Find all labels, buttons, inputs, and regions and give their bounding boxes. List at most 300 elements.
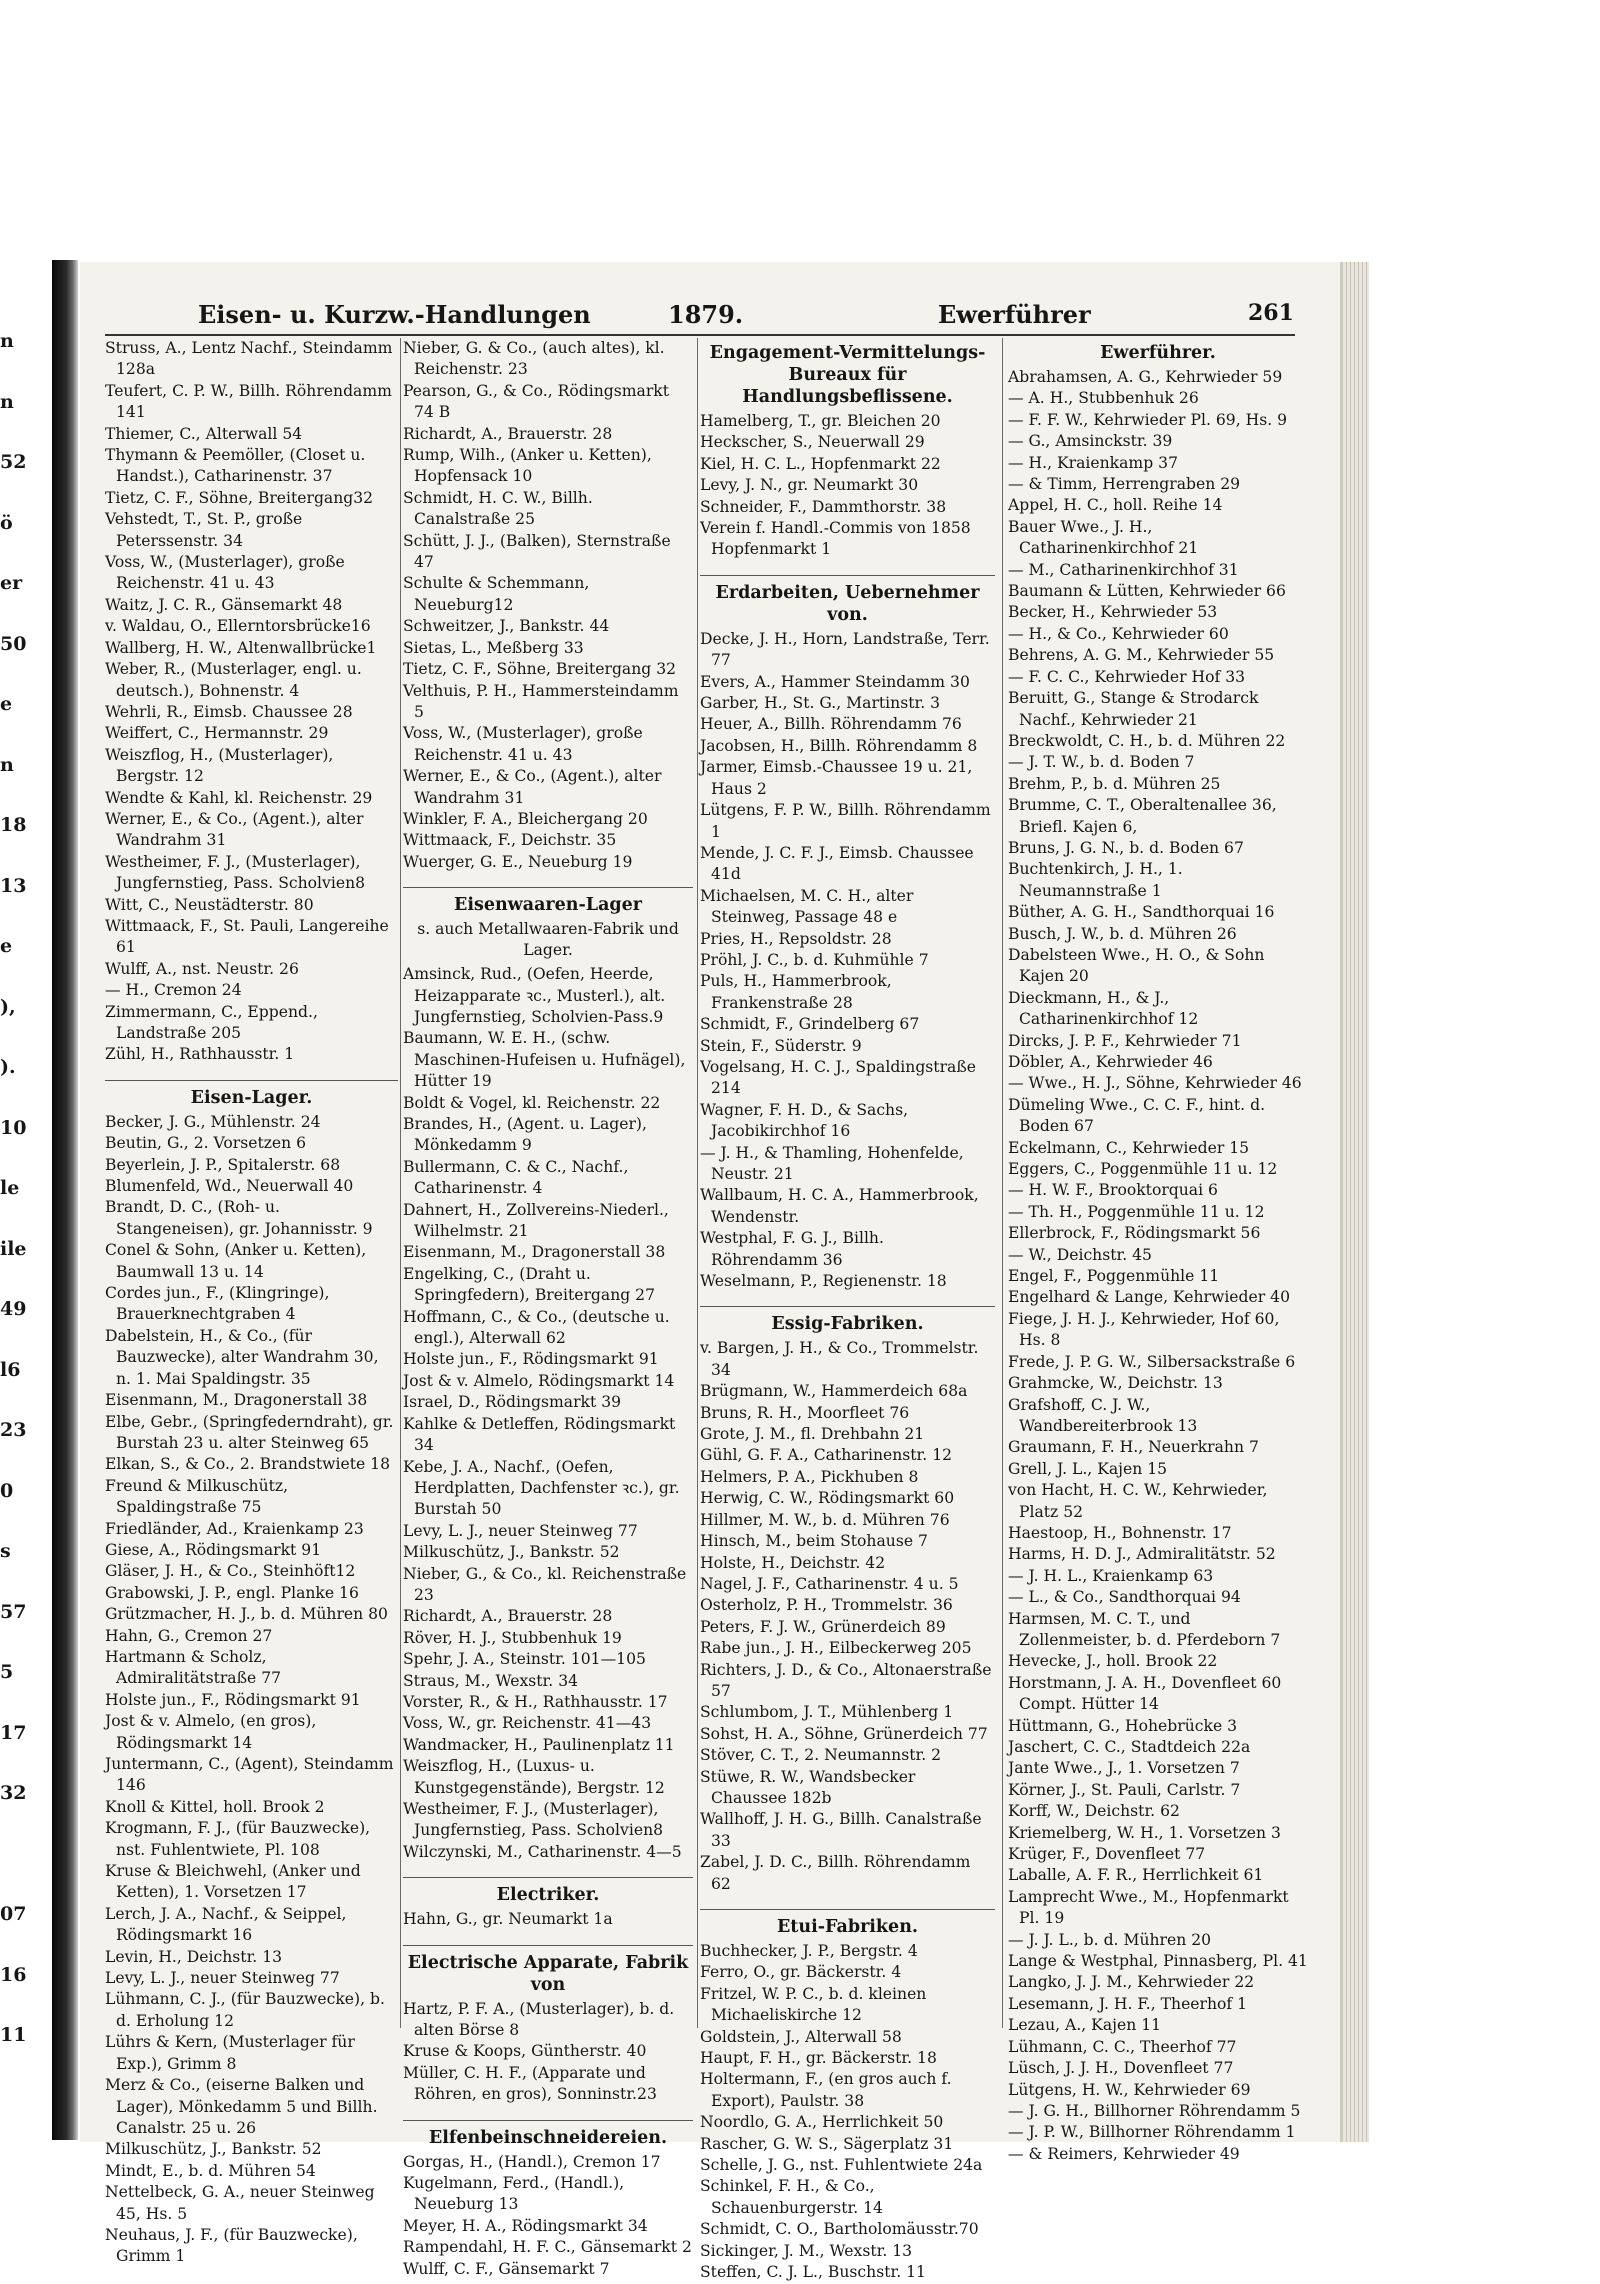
header-right-title: Ewerführer (938, 300, 1091, 329)
directory-entry: Wendte & Kahl, kl. Reichenstr. 29 (105, 788, 373, 807)
directory-entry: Grell, J. L., Kajen 15 (1008, 1459, 1168, 1478)
directory-entry: Sickinger, J. M., Wexstr. 13 (700, 2241, 913, 2260)
directory-entry: Hartmann & Scholz, Admiralitätstraße 77 (105, 1647, 282, 1688)
directory-entry: Heckscher, S., Neuerwall 29 (700, 433, 925, 452)
directory-entry: Neuhaus, J. F., (für Bauzwecke), Grimm 1 (105, 2225, 358, 2266)
directory-entry: Stöver, C. T., 2. Neumannstr. 2 (700, 1746, 942, 1765)
directory-entry: Verein f. Handl.-Commis von 1858 Hopfenmarkt 1 (700, 519, 971, 559)
margin-number: 50 (0, 632, 27, 655)
margin-number: n (0, 753, 14, 776)
directory-entry: — J. T. W., b. d. Boden 7 (1008, 753, 1195, 772)
margin-number: 52 (0, 451, 27, 473)
directory-entry: Werner, E., & Co., (Agent.), alter Wandrahm 31 (105, 809, 364, 850)
directory-entry: Zimmermann, C., Eppend., Landstraße 205 (105, 1002, 318, 1042)
directory-entry: Holste jun., F., Rödingsmarkt 91 (403, 1350, 659, 1369)
directory-entry: Lezau, A., Kajen 11 (1008, 2016, 1162, 2035)
directory-entry: Schlumbom, J. T., Mühlenberg 1 (700, 1703, 954, 1722)
directory-entry: Levin, H., Deichstr. 13 (105, 1947, 283, 1966)
margin-number: 11 (0, 2024, 27, 2046)
directory-entry: Schelle, J. G., nst. Fuhlentwiete 24a (700, 2156, 983, 2175)
directory-entry: Spehr, J. A., Steinstr. 101—105 (403, 1650, 646, 1669)
directory-entry: Straus, M., Wexstr. 34 (403, 1671, 579, 1690)
directory-entry: Jost & v. Almelo, Rödingsmarkt 14 (403, 1371, 675, 1390)
directory-entry: — L., & Co., Sandthorquai 94 (1008, 1588, 1241, 1607)
directory-entry: Steffen, C. J. L., Buschstr. 11 (700, 2263, 926, 2282)
margin-number: e (0, 693, 13, 715)
directory-entry: Hinsch, M., beim Stohause 7 (700, 1532, 928, 1551)
directory-entry: Schmidt, F., Grindelberg 67 (700, 1015, 920, 1034)
directory-entry: Levy, L. J., neuer Steinweg 77 (403, 1521, 638, 1540)
directory-entry: Goldstein, J., Alterwall 58 (700, 2027, 902, 2046)
directory-entry: Sietas, L., Meßberg 33 (403, 638, 584, 657)
directory-entry: Horstmann, J. A. H., Dovenfleet 60 Compt. Hütter 14 (1008, 1673, 1282, 1714)
directory-entry: Gühl, G. F. A., Catharinenstr. 12 (700, 1446, 953, 1465)
margin-number: 5 (0, 1661, 14, 1683)
entry-list (403, 1999, 693, 2106)
directory-entry: Kugelmann, Ferd., (Handl.), Neueburg 13 (403, 2174, 625, 2214)
directory-entry: — J. H. L., Kraienkamp 63 (1008, 1566, 1214, 1585)
margin-number: 57 (0, 1600, 27, 1623)
column-divider (697, 338, 698, 2028)
directory-entry: Jacobsen, H., Billh. Röhrendamm 8 (700, 736, 978, 755)
directory-entry: Becker, H., Kehrwieder 53 (1008, 603, 1218, 622)
directory-entry: — H., Cremon 24 (105, 981, 242, 1000)
directory-entry: — Wwe., H. J., Söhne, Kehrwieder 46 (1008, 1074, 1302, 1093)
margin-number: 0 (0, 1479, 14, 1502)
directory-entry: Wagner, F. H. D., & Sachs, Jacobikirchhof 16 (700, 1100, 909, 1141)
column-2 (403, 338, 693, 2278)
section-title: Electriker. (403, 1877, 693, 1906)
directory-entry: Stüwe, R. W., Wandsbecker Chaussee 182b (700, 1767, 916, 1807)
directory-entry: Fritzel, W. P. C., b. d. kleinen Michaeliskirche 12 (700, 1984, 927, 2025)
directory-entry: Struss, A., Lentz Nachf., Steindamm 128a (105, 339, 393, 379)
directory-entry: Körner, J., St. Pauli, Carlstr. 7 (1008, 1780, 1241, 1799)
directory-entry: Holste jun., F., Rödingsmarkt 91 (105, 1690, 361, 1709)
directory-entry: — Th. H., Poggenmühle 11 u. 12 (1008, 1202, 1265, 1221)
section-title: Erdarbeiten, Uebernehmer von. (700, 575, 995, 626)
section-title: Eisen-Lager. (105, 1080, 398, 1109)
directory-entry: Busch, J. W., b. d. Mühren 26 (1008, 924, 1237, 943)
margin-number: 49 (0, 1298, 27, 1320)
directory-entry: — A. H., Stubbenhuk 26 (1008, 389, 1199, 408)
directory-entry: v. Waldau, O., Ellerntorsbrücke16 (105, 617, 371, 636)
directory-entry: Grote, J. M., fl. Drehbahn 21 (700, 1425, 925, 1444)
directory-entry: Decke, J. H., Horn, Landstraße, Terr. 77 (700, 629, 990, 670)
directory-entry: Appel, H. C., holl. Reihe 14 (1008, 496, 1223, 515)
directory-entry: Teufert, C. P. W., Billh. Röhrendamm 141 (105, 381, 392, 422)
directory-entry: Haestoop, H., Bohnenstr. 17 (1008, 1523, 1232, 1542)
directory-entry: Laballe, A. F. R., Herrlichkeit 61 (1008, 1866, 1264, 1885)
margin-number: 17 (0, 1721, 27, 1744)
directory-entry: Gorgas, H., (Handl.), Cremon 17 (403, 2152, 661, 2171)
directory-entry: Schütt, J. J., (Balken), Sternstraße 47 (403, 531, 671, 572)
directory-entry: Eggers, C., Poggenmühle 11 u. 12 (1008, 1160, 1278, 1179)
directory-entry: Wittmaack, F., Deichstr. 35 (403, 831, 617, 850)
directory-entry: — H. W. F., Brooktorquai 6 (1008, 1181, 1218, 1200)
section-title: Eisenwaaren-Lager (403, 887, 693, 916)
margin-number: ile (0, 1237, 27, 1260)
directory-entry: Giese, A., Rödingsmarkt 91 (105, 1540, 322, 1559)
directory-entry: Dircks, J. P. F., Kehrwieder 71 (1008, 1031, 1242, 1050)
section-title: Etui-Fabriken. (700, 1909, 995, 1938)
directory-entry: Schinkel, F. H., & Co., Schauenburgerstr. 14 (700, 2177, 883, 2217)
margin-number: 16 (0, 1963, 27, 1986)
margin-number: 07 (0, 1903, 27, 1925)
directory-entry: Rascher, G. W. S., Sägerplatz 31 (700, 2134, 954, 2153)
section-title: Elfenbeinschneidereien. (403, 2120, 693, 2149)
directory-entry: — H., & Co., Kehrwieder 60 (1008, 624, 1229, 643)
section-title: Electrische Apparate, Fabrik von (403, 1945, 693, 1996)
directory-entry: Büther, A. G. H., Sandthorquai 16 (1008, 903, 1275, 922)
directory-entry: Korff, W., Deichstr. 62 (1008, 1802, 1180, 1821)
directory-entry: Abrahamsen, A. G., Kehrwieder 59 (1008, 368, 1283, 386)
directory-entry: — J. G. H., Billhorner Röhrendamm 5 (1008, 2101, 1301, 2120)
directory-entry: Krogmann, F. J., (für Bauzwecke), nst. Fuhlentwiete, Pl. 108 (105, 1819, 371, 1859)
directory-entry: Röver, H. J., Stubbenhuk 19 (403, 1628, 622, 1647)
margin-number: n (0, 330, 14, 352)
entry-list (403, 2152, 693, 2280)
directory-entry: Bruns, R. H., Moorfleet 76 (700, 1403, 910, 1422)
directory-entry: Nettelbeck, G. A., neuer Steinweg 45, Hs. 5 (105, 2183, 375, 2223)
directory-entry: Jarmer, Eimsb.-Chaussee 19 u. 21, Haus 2 (700, 758, 973, 798)
directory-entry: Richardt, A., Brauerstr. 28 (403, 424, 613, 443)
directory-entry: Israel, D., Rödingsmarkt 39 (403, 1393, 622, 1412)
directory-entry: Brügmann, W., Hammerdeich 68a (700, 1382, 968, 1401)
margin-number: s (0, 1540, 11, 1562)
section-title: Engagement-Vermittelungs-Bureaux für Handlungsbeflissene. (709, 343, 986, 407)
directory-entry: Wehrli, R., Eimsb. Chaussee 28 (105, 702, 353, 721)
directory-entry: Hoffmann, C., & Co., (deutsche u. engl.), Alterwall 62 (403, 1307, 670, 1348)
directory-entry: Buchtenkirch, J. H., 1. Neumannstraße 1 (1008, 860, 1183, 900)
directory-entry: — G., Amsinckstr. 39 (1008, 432, 1173, 451)
directory-entry: Richters, J. D., & Co., Altonaerstraße 57 (700, 1660, 992, 1700)
directory-entry: Graumann, F. H., Neuerkrahn 7 (1008, 1438, 1259, 1457)
directory-entry: Conel & Sohn, (Anker u. Ketten), Baumwall 13 u. 14 (105, 1241, 367, 1281)
directory-entry: Zühl, H., Rathhausstr. 1 (105, 1045, 295, 1064)
directory-entry: Friedländer, Ad., Kraienkamp 23 (105, 1519, 364, 1538)
directory-entry: Nieber, G. & Co., (auch altes), kl. Reichenstr. 23 (403, 339, 665, 379)
directory-entry: Amsinck, Rud., (Oefen, Heerde, Heizapparate ꝛc., Musterl.), alt. Jungfernstieg, Scholvien-Pass.9 (403, 965, 666, 1026)
directory-entry: Lütgens, H. W., Kehrwieder 69 (1008, 2080, 1251, 2099)
directory-entry: Hüttmann, G., Hohebrücke 3 (1008, 1716, 1238, 1735)
directory-entry: Harms, H. D. J., Admiralitätstr. 52 (1008, 1545, 1276, 1564)
directory-entry: — J. P. W., Billhorner Röhrendamm 1 (1008, 2123, 1296, 2142)
directory-entry: Lühmann, C. J., (für Bauzwecke), b. d. Erholung 12 (105, 1990, 385, 2030)
entry-list (403, 1909, 693, 1930)
directory-entry: Behrens, A. G. M., Kehrwieder 55 (1008, 646, 1275, 665)
directory-entry: Jante Wwe., J., 1. Vorsetzen 7 (1008, 1759, 1240, 1778)
directory-entry: — F. F. W., Kehrwieder Pl. 69, Hs. 9 (1008, 410, 1288, 429)
directory-entry: Eckelmann, C., Kehrwieder 15 (1008, 1138, 1250, 1157)
directory-entry: Wulff, C. F., Gänsemarkt 7 (403, 2259, 610, 2278)
directory-entry: Frede, J. P. G. W., Silbersackstraße 6 (1008, 1352, 1296, 1371)
directory-entry: Haupt, F. H., gr. Bäckerstr. 18 (700, 2049, 937, 2068)
directory-entry: — H., Kraienkamp 37 (1008, 453, 1178, 472)
directory-entry: Voss, W., gr. Reichenstr. 41—43 (403, 1714, 652, 1733)
directory-entry: Kebe, J. A., Nachf., (Oefen, Herdplatten, Dachfenster ꝛc.), gr. Burstah 50 (403, 1457, 680, 1519)
section-title: Essig-Fabriken. (700, 1306, 995, 1335)
directory-entry: Weiszflog, H., (Luxus- u. Kunstgegenstände), Bergstr. 12 (403, 1757, 665, 1797)
column-divider (400, 338, 401, 2028)
margin-number: er (0, 572, 23, 594)
directory-entry: Wallberg, H. W., Altenwallbrücke1 (105, 638, 377, 657)
book-spine (52, 260, 78, 2140)
directory-entry: Vorster, R., & H., Rathhausstr. 17 (403, 1692, 668, 1711)
entry-list (700, 411, 995, 561)
entry-list (403, 964, 693, 1863)
directory-entry: Witt, C., Neustädterstr. 80 (105, 895, 314, 914)
directory-entry: Harmsen, M. C. T., und Zollenmeister, b. d. Pferdeborn 7 (1008, 1609, 1281, 1649)
directory-entry: Cordes jun., F., (Klingringe), Brauerknechtgraben 4 (105, 1284, 330, 1324)
page-edge (1343, 262, 1369, 2142)
directory-entry: Eisenmann, M., Dragonerstall 38 (105, 1391, 368, 1410)
directory-entry: Blumenfeld, Wd., Neuerwall 40 (105, 1177, 354, 1196)
entry-list (700, 629, 995, 1293)
directory-entry: Engel, F., Poggenmühle 11 (1008, 1267, 1220, 1286)
column-1 (105, 338, 398, 2266)
directory-entry: Weber, R., (Musterlager, engl. u. deutsch.), Bohnenstr. 4 (105, 660, 362, 700)
entry-list (700, 1338, 995, 1895)
margin-number: ). (0, 1056, 16, 1078)
directory-entry: Hamelberg, T., gr. Bleichen 20 (700, 412, 941, 430)
directory-entry: Schweitzer, J., Bankstr. 44 (403, 617, 610, 636)
directory-entry: Dieckmann, H., & J., Catharinenkirchhof 12 (1008, 988, 1199, 1029)
directory-entry: Lerch, J. A., Nachf., & Seippel, Rödingsmarkt 16 (105, 1904, 347, 1945)
directory-entry: Weiszflog, H., (Musterlager), Bergstr. 12 (105, 745, 334, 786)
directory-entry: Baumann & Lütten, Kehrwieder 66 (1008, 582, 1286, 601)
margin-number: e (0, 935, 13, 957)
column-4 (1008, 338, 1308, 2163)
directory-entry: Dümeling Wwe., C. C. F., hint. d. Boden 67 (1008, 1095, 1266, 1136)
directory-entry: Wandmacker, H., Paulinenplatz 11 (403, 1735, 675, 1754)
directory-entry: — & Timm, Herrengraben 29 (1008, 475, 1241, 494)
directory-entry: Beruitt, G., Stange & Strodarck Nachf., Kehrwieder 21 (1008, 689, 1259, 729)
directory-entry: Noordlo, G. A., Herrlichkeit 50 (700, 2113, 944, 2132)
directory-entry: Kriemelberg, W. H., 1. Vorsetzen 3 (1008, 1823, 1281, 1842)
directory-entry: Jost & v. Almelo, (en gros), Rödingsmarkt 14 (105, 1712, 317, 1752)
directory-entry: Milkuschütz, J., Bankstr. 52 (403, 1543, 620, 1562)
directory-entry: Elbe, Gebr., (Springfederndraht), gr. Burstah 23 u. alter Steinweg 65 (105, 1412, 394, 1452)
directory-entry: Wittmaack, F., St. Pauli, Langereihe 61 (105, 916, 389, 957)
directory-entry: Vehstedt, T., St. P., große Peterssenstr. 34 (105, 510, 303, 550)
directory-entry: Hillmer, M. W., b. d. Mühren 76 (700, 1510, 950, 1529)
directory-entry: Schmidt, H. C. W., Billh. Canalstraße 25 (403, 488, 593, 529)
directory-entry: Wilczynski, M., Catharinenstr. 4—5 (403, 1842, 682, 1861)
directory-entry: Thiemer, C., Alterwall 54 (105, 424, 303, 443)
directory-entry: Pröhl, J. C., b. d. Kuhmühle 7 (700, 950, 929, 969)
directory-entry: v. Bargen, J. H., & Co., Trommelstr. 34 (700, 1339, 979, 1379)
directory-entry: Lamprecht Wwe., M., Hopfenmarkt Pl. 19 (1008, 1887, 1289, 1928)
directory-entry: — F. C. C., Kehrwieder Hof 33 (1008, 667, 1246, 686)
entry-list (700, 1941, 995, 2284)
directory-entry: Brandt, D. C., (Roh- u. Stangeneisen), gr. Johannisstr. 9 (105, 1198, 373, 1238)
directory-entry: Wallhoff, J. H. G., Billh. Canalstraße 33 (700, 1810, 982, 1850)
directory-entry: Westheimer, F. J., (Musterlager), Jungfernstieg, Pass. Scholvien8 (403, 1800, 664, 1840)
directory-entry: Breckwoldt, C. H., b. d. Mühren 22 (1008, 731, 1286, 750)
directory-entry: Juntermann, C., (Agent), Steindamm 146 (105, 1755, 394, 1795)
directory-entry: Levy, L. J., neuer Steinweg 77 (105, 1969, 340, 1988)
directory-entry: Voss, W., (Musterlager), große Reichenstr. 41 u. 43 (403, 724, 643, 764)
directory-entry: — J. J. L., b. d. Mühren 20 (1008, 1930, 1212, 1949)
directory-entry: Weiffert, C., Hermannstr. 29 (105, 724, 329, 743)
directory-entry: Nagel, J. F., Catharinenstr. 4 u. 5 (700, 1574, 959, 1593)
margin-number: ), (0, 995, 16, 1018)
directory-entry: Beutin, G., 2. Vorsetzen 6 (105, 1134, 307, 1153)
directory-entry: Grabowski, J. P., engl. Planke 16 (105, 1583, 359, 1602)
directory-entry: Brumme, C. T., Oberaltenallee 36, Briefl. Kajen 6, (1008, 796, 1277, 836)
directory-entry: Tietz, C. F., Söhne, Breitergang 32 (403, 660, 677, 679)
margin-number: 32 (0, 1782, 27, 1804)
directory-entry: Buchhecker, J. P., Bergstr. 4 (700, 1942, 918, 1960)
directory-entry: Wuerger, G. E., Neueburg 19 (403, 852, 633, 871)
directory-entry: Boldt & Vogel, kl. Reichenstr. 22 (403, 1093, 661, 1112)
directory-entry: Richardt, A., Brauerstr. 28 (403, 1607, 613, 1626)
directory-entry: — & Reimers, Kehrwieder 49 (1008, 2144, 1240, 2163)
directory-entry: Velthuis, P. H., Hammersteindamm 5 (403, 681, 679, 721)
directory-entry: Werner, E., & Co., (Agent.), alter Wandrahm 31 (403, 767, 662, 807)
directory-entry: Lütgens, F. P. W., Billh. Röhrendamm 1 (700, 801, 991, 841)
directory-entry: Sohst, H. A., Söhne, Grünerdeich 77 (700, 1724, 988, 1743)
directory-entry: Weselmann, P., Regienenstr. 18 (700, 1272, 947, 1291)
entry-list (403, 338, 693, 873)
directory-entry: Bullermann, C. & C., Nachf., Catharinenstr. 4 (403, 1157, 629, 1198)
directory-entry: Waitz, J. C. R., Gänsemarkt 48 (105, 595, 343, 614)
directory-entry: Becker, J. G., Mühlenstr. 24 (105, 1112, 321, 1131)
margin-number: 13 (0, 874, 27, 897)
directory-entry: Thymann & Peemöller, (Closet u. Handst.), Catharinenstr. 37 (105, 446, 366, 486)
directory-entry: Heuer, A., Billh. Röhrendamm 76 (700, 715, 962, 734)
directory-entry: Fiege, J. H. J., Kehrwieder, Hof 60, Hs. 8 (1008, 1309, 1280, 1350)
directory-entry: Evers, A., Hammer Steindamm 30 (700, 672, 970, 691)
directory-entry: Kruse & Bleichwehl, (Anker und Ketten), 1. Vorsetzen 17 (105, 1862, 361, 1902)
directory-entry: Holtermann, F., (en gros auch f. Export), Paulstr. 38 (700, 2070, 952, 2110)
directory-entry: Dabelstein, H., & Co., (für Bauzwecke), alter Wandrahm 30, n. 1. Mai Spaldingstr. 35 (105, 1326, 379, 1388)
directory-entry: Schulte & Schemmann, Neueburg12 (403, 574, 590, 614)
margin-number: ö (0, 511, 13, 534)
directory-entry: Wulff, A., nst. Neustr. 26 (105, 959, 299, 978)
directory-entry: Westphal, F. G. J., Billh. Röhrendamm 36 (700, 1229, 884, 1269)
directory-entry: Engelhard & Lange, Kehrwieder 40 (1008, 1288, 1290, 1307)
directory-entry: Kiel, H. C. L., Hopfenmarkt 22 (700, 454, 941, 473)
header-year: 1879. (668, 300, 744, 329)
directory-entry: Vogelsang, H. C. J., Spaldingstraße 214 (700, 1057, 976, 1098)
directory-entry: Milkuschütz, J., Bankstr. 52 (105, 2140, 322, 2159)
directory-entry: Brehm, P., b. d. Mühren 25 (1008, 774, 1221, 793)
facing-page-edge (0, 0, 60, 2177)
directory-entry: Jaschert, C. C., Stadtdeich 22a (1008, 1738, 1251, 1756)
directory-entry: Westheimer, F. J., (Musterlager), Jungfernstieg, Pass. Scholvien8 (105, 852, 366, 893)
margin-number: le (0, 1177, 20, 1199)
directory-entry: Ferro, O., gr. Bäckerstr. 4 (700, 1963, 902, 1982)
directory-entry: Hahn, G., gr. Neumarkt 1a (403, 1910, 613, 1929)
directory-entry: Meyer, H. A., Rödingsmarkt 34 (403, 2216, 648, 2235)
directory-entry: Peters, F. J. W., Grünerdeich 89 (700, 1617, 946, 1636)
header-rule (105, 334, 1295, 336)
directory-entry: Döbler, A., Kehrwieder 46 (1008, 1053, 1213, 1071)
column-3 (700, 338, 995, 2282)
directory-entry: Zabel, J. D. C., Billh. Röhrendamm 62 (700, 1853, 971, 1893)
directory-entry: Lange & Westphal, Pinnasberg, Pl. 41 (1008, 1952, 1308, 1971)
directory-entry: Lühmann, C. C., Theerhof 77 (1008, 2037, 1237, 2056)
directory-entry: Merz & Co., (eiserne Balken und Lager), Mönkedamm 5 und Billh. Canalstr. 25 u. 26 (105, 2076, 378, 2137)
directory-entry: Ellerbrock, F., Rödingsmarkt 56 (1008, 1224, 1261, 1243)
directory-entry: Garber, H., St. G., Martinstr. 3 (700, 694, 941, 713)
directory-entry: Bauer Wwe., J. H., Catharinenkirchhof 21 (1008, 517, 1199, 558)
entry-list (1008, 367, 1308, 2165)
directory-entry: Mindt, E., b. d. Mühren 54 (105, 2161, 316, 2180)
directory-entry: Dahnert, H., Zollvereins-Niederl., Wilhelmstr. 21 (403, 1200, 669, 1241)
directory-entry: Freund & Milkuschütz, Spaldingstraße 75 (105, 1476, 289, 1517)
directory-entry: Pries, H., Repsoldstr. 28 (700, 929, 892, 948)
directory-entry: Kruse & Koops, Güntherstr. 40 (403, 2042, 647, 2061)
directory-entry: Pearson, G., & Co., Rödingsmarkt 74 B (403, 381, 670, 422)
directory-entry: Gläser, J. H., & Co., Steinhöft12 (105, 1562, 356, 1581)
directory-entry: Müller, C. H. F., (Apparate und Röhren, en gros), Sonninstr.23 (403, 2063, 657, 2104)
entry-list (105, 338, 398, 1066)
running-header (150, 300, 1300, 330)
directory-entry: Langko, J. J. M., Kehrwieder 22 (1008, 1973, 1255, 1992)
directory-entry: Brandes, H., (Agent. u. Lager), Mönkedamm 9 (403, 1115, 647, 1155)
margin-number: 10 (0, 1116, 27, 1139)
directory-entry: Rabe jun., J. H., Eilbeckerweg 205 (700, 1639, 972, 1658)
directory-entry: Grafshoff, C. J. W., Wandbereiterbrook 13 (1008, 1395, 1198, 1435)
directory-entry: Hevecke, J., holl. Brook 22 (1008, 1652, 1218, 1671)
directory-entry: Hartz, P. F. A., (Musterlager), b. d. alten Börse 8 (403, 1999, 675, 2040)
directory-entry: Lesemann, J. H. F., Theerhof 1 (1008, 1994, 1248, 2013)
column-divider (1002, 338, 1003, 2028)
directory-entry: Herwig, C. W., Rödingsmarkt 60 (700, 1489, 955, 1508)
directory-entry: Schmidt, C. O., Bartholomäusstr.70 (700, 2220, 979, 2239)
directory-entry: Bruns, J. G. N., b. d. Boden 67 (1008, 838, 1244, 857)
directory-entry: Helmers, P. A., Pickhuben 8 (700, 1467, 919, 1486)
directory-entry: Rampendahl, H. F. C., Gänsemarkt 2 (403, 2238, 692, 2257)
directory-entry: Levy, J. N., gr. Neumarkt 30 (700, 476, 919, 495)
margin-number: l6 (0, 1358, 21, 1381)
directory-entry: Grützmacher, H. J., b. d. Mühren 80 (105, 1605, 388, 1624)
directory-entry: Elkan, S., & Co., 2. Brandstwiete 18 (105, 1455, 391, 1474)
directory-entry: Kahlke & Detleffen, Rödingsmarkt 34 (403, 1414, 676, 1455)
directory-entry: Wallbaum, H. C. A., Hammerbrook, Wendenstr. (700, 1186, 979, 1226)
directory-entry: Lüsch, J. J. H., Dovenfleet 77 (1008, 2059, 1234, 2078)
directory-entry: Michaelsen, M. C. H., alter Steinweg, Passage 48 e (700, 886, 914, 927)
directory-entry: Hahn, G., Cremon 27 (105, 1626, 273, 1645)
page-number: 261 (1248, 300, 1294, 326)
directory-entry: Krüger, F., Dovenfleet 77 (1008, 1845, 1206, 1864)
directory-entry: Knoll & Kittel, holl. Brook 2 (105, 1797, 325, 1816)
directory-entry: — W., Deichstr. 45 (1008, 1245, 1152, 1264)
directory-entry: Osterholz, P. H., Trommelstr. 36 (700, 1596, 953, 1615)
directory-entry: Stein, F., Süderstr. 9 (700, 1036, 862, 1055)
entry-list (105, 1112, 398, 2268)
directory-entry: Dabelsteen Wwe., H. O., & Sohn Kajen 20 (1008, 945, 1265, 986)
directory-entry: Voss, W., (Musterlager), große Reichenstr. 41 u. 43 (105, 553, 345, 593)
directory-entry: Rump, Wilh., (Anker u. Ketten), Hopfensack 10 (403, 446, 652, 486)
section-title: Ewerführer. (1100, 343, 1216, 363)
section-subtitle: s. auch Metallwaaren-Fabrik und Lager. (417, 920, 679, 960)
directory-entry: Eisenmann, M., Dragonerstall 38 (403, 1243, 666, 1262)
directory-entry: von Hacht, H. C. W., Kehrwieder, Platz 52 (1008, 1481, 1268, 1521)
directory-entry: Tietz, C. F., Söhne, Breitergang32 (105, 488, 374, 507)
directory-entry: Winkler, F. A., Bleichergang 20 (403, 809, 648, 828)
directory-entry: Grahmcke, W., Deichstr. 13 (1008, 1374, 1223, 1393)
directory-entry: Engelking, C., (Draht u. Springfedern), Breitergang 27 (403, 1264, 656, 1305)
directory-entry: — M., Catharinenkirchhof 31 (1008, 560, 1239, 579)
margin-number: 23 (0, 1419, 27, 1441)
directory-entry: Schneider, F., Dammthorstr. 38 (700, 497, 947, 516)
directory-entry: Baumann, W. E. H., (schw. Maschinen-Hufeisen u. Hufnägel), Hütter 19 (403, 1029, 686, 1091)
directory-entry: — J. H., & Thamling, Hohenfelde, Neustr. 21 (700, 1143, 964, 1183)
directory-entry: Beyerlein, J. P., Spitalerstr. 68 (105, 1155, 341, 1174)
